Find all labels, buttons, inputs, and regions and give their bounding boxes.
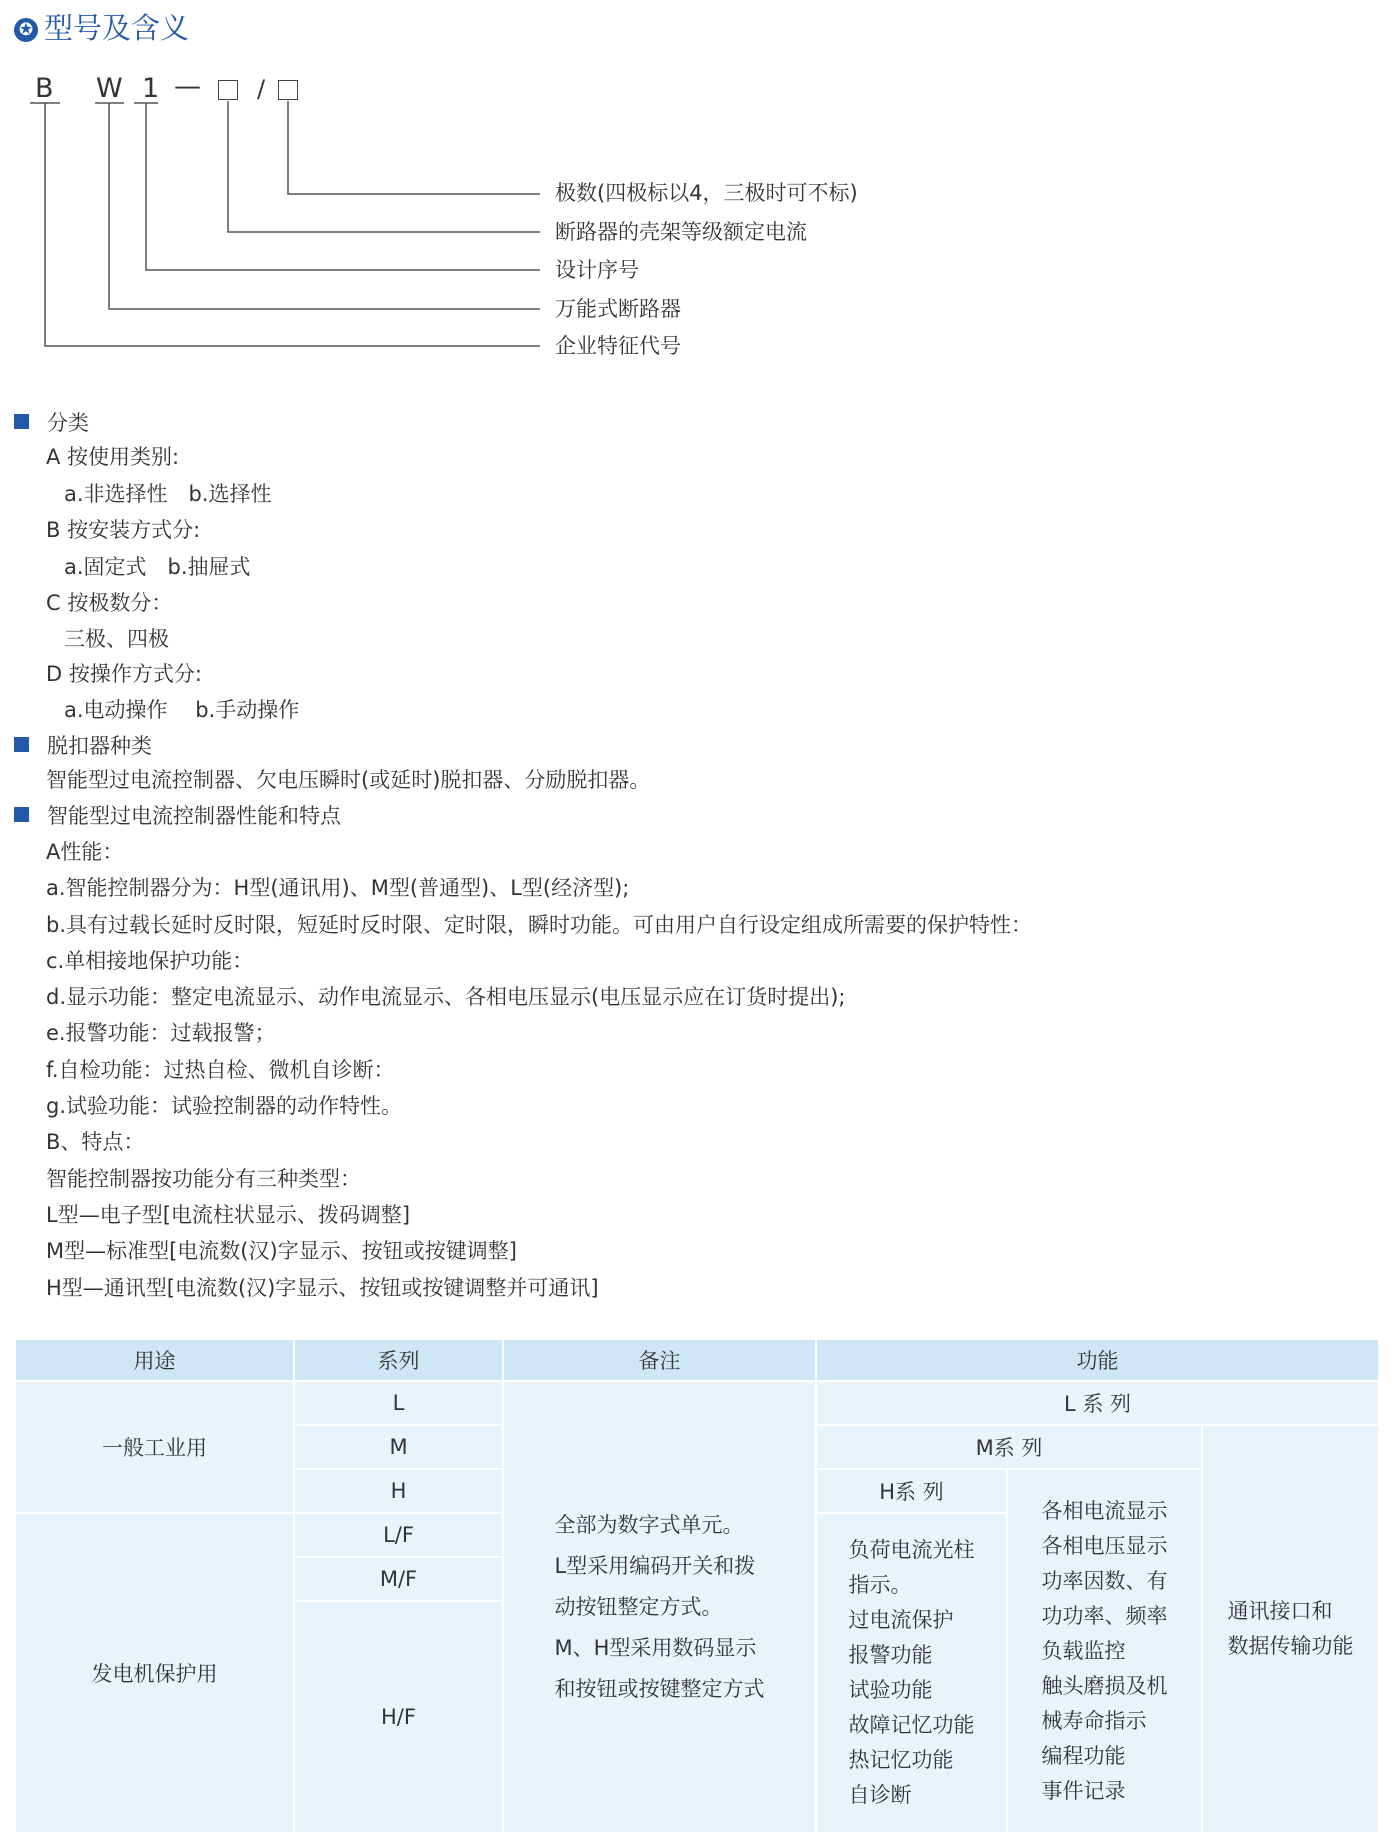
function-protection-line: 过电流保护 [848, 1608, 954, 1632]
function-comm-line: 数据传输功能 [1227, 1634, 1354, 1658]
controller-line: e.报警功能：过载报警； [46, 1021, 276, 1046]
function-display-line: 编程功能 [1041, 1743, 1126, 1768]
table-header-row [15, 1339, 1379, 1381]
function-protection-cell [816, 1513, 1007, 1833]
class-b-heading: B 按安装方式分: [46, 518, 201, 542]
table-row [15, 1381, 1379, 1425]
class-d-detail: a.电动操作 b.手动操作 [64, 698, 300, 722]
class-d-heading: D 按操作方式分: [46, 662, 202, 686]
function-protection-line: 试验功能 [848, 1678, 933, 1702]
model-section-title: ✪ 型号及含义 [14, 8, 189, 48]
function-protection-line: 负荷电流光柱 [848, 1538, 975, 1562]
header-remark: 备注 [503, 1339, 816, 1381]
release-heading: 脱扣器种类 [14, 731, 152, 761]
class-b-detail: a.固定式 b.抽屉式 [64, 555, 251, 579]
remark-line: M、H型采用数码显示 [554, 1635, 757, 1660]
leader-lines [0, 0, 560, 360]
series-h: H [294, 1469, 503, 1513]
function-display-line: 事件记录 [1041, 1778, 1126, 1803]
code-slash: / [257, 75, 266, 103]
header-usage: 用途 [15, 1339, 294, 1381]
series-m: M [294, 1425, 503, 1469]
function-protection-line: 指示。 [848, 1573, 912, 1597]
controller-line: c.单相接地保护功能： [46, 948, 254, 973]
code-letter-b: B [35, 73, 54, 104]
usage-generator: 发电机保护用 [15, 1513, 294, 1833]
controller-heading: 智能型过电流控制器性能和特点 [14, 801, 341, 831]
function-display-line: 触头磨损及机 [1041, 1673, 1168, 1698]
series-l: L [294, 1381, 503, 1425]
controller-lines [46, 834, 1032, 1306]
controller-line: B、特点： [46, 1130, 145, 1155]
function-display-line: 械寿命指示 [1041, 1708, 1147, 1733]
label-breaker-type: 万能式断路器 [555, 297, 681, 321]
controller-line: M型—标准型[电流数(汉)字显示、按钮或按键调整] [46, 1239, 517, 1264]
bullet-square-icon [14, 737, 29, 752]
code-digit-1: 1 [142, 73, 160, 104]
bullet-square-icon [14, 414, 29, 429]
controller-line: f.自检功能：过热自检、微机自诊断： [46, 1057, 395, 1082]
function-protection-line: 报警功能 [848, 1643, 933, 1667]
remark-line: 全部为数字式单元。 [554, 1512, 744, 1537]
star-icon: ✪ [14, 18, 38, 42]
function-display-line: 负载监控 [1041, 1638, 1126, 1663]
label-frame-current: 断路器的壳架等级额定电流 [555, 220, 807, 244]
controller-line: H型—通讯型[电流数(汉)字显示、按钮或按键调整并可通讯] [46, 1275, 599, 1300]
controller-line: A性能： [46, 840, 124, 864]
controller-line: 智能控制器按功能分有三种类型： [46, 1166, 361, 1191]
series-hf: H/F [294, 1601, 503, 1833]
function-m-series: M系 列 [816, 1425, 1202, 1469]
bullet-square-icon [14, 807, 29, 822]
label-design-number: 设计序号 [555, 258, 639, 282]
series-lf: L/F [294, 1513, 503, 1557]
class-c-detail: 三极、四极 [64, 627, 169, 651]
classification-heading: 分类 [14, 408, 89, 438]
function-display-line: 功率因数、有 [1041, 1568, 1168, 1593]
code-letter-w: W [96, 73, 123, 104]
controller-line: b.具有过载长延时反时限，短延时反时限、定时限，瞬时功能。可由用户自行设定组成所需要的保护特性： [46, 912, 1033, 937]
function-display-line: 各相电流显示 [1041, 1498, 1168, 1523]
controller-line: d.显示功能：整定电流显示、动作电流显示、各相电压显示(电压显示应在订货时提出); [46, 985, 846, 1010]
controller-line: g.试验功能：试验控制器的动作特性。 [46, 1094, 403, 1119]
release-text: 智能型过电流控制器、欠电压瞬时(或延时)脱扣器、分励脱扣器。 [46, 768, 651, 792]
function-protection-line: 故障记忆功能 [848, 1713, 975, 1737]
function-l-series: L 系 列 [816, 1381, 1379, 1425]
function-protection-line: 自诊断 [848, 1783, 912, 1807]
header-series: 系列 [294, 1339, 503, 1381]
remark-line: 动按钮整定方式。 [554, 1594, 723, 1619]
remark-line: 和按钮或按键整定方式 [554, 1676, 765, 1701]
spec-table [14, 1338, 1380, 1834]
header-function: 功能 [816, 1339, 1379, 1381]
remark-line: L型采用编码开关和拨 [554, 1553, 756, 1578]
code-dash: — [174, 71, 201, 102]
function-display-cell [1007, 1469, 1202, 1833]
function-comm-line: 通讯接口和 [1227, 1599, 1333, 1623]
function-h-series: H系 列 [816, 1469, 1007, 1513]
series-mf: M/F [294, 1557, 503, 1601]
function-comm-cell [1202, 1425, 1379, 1833]
label-company-code: 企业特征代号 [555, 334, 681, 358]
class-c-heading: C 按极数分： [46, 591, 173, 615]
class-a-heading: A 按使用类别: [46, 445, 180, 469]
controller-line: L型—电子型[电流柱状显示、拨码调整] [46, 1202, 411, 1227]
function-protection-line: 热记忆功能 [848, 1748, 954, 1772]
function-display-line: 各相电压显示 [1041, 1533, 1168, 1558]
label-poles: 极数(四极标以4，三极时可不标) [555, 181, 858, 205]
controller-line: a.智能控制器分为：H型(通讯用)、M型(普通型)、L型(经济型); [46, 876, 630, 901]
function-display-line: 功功率、频率 [1041, 1603, 1168, 1628]
class-a-detail: a.非选择性 b.选择性 [64, 482, 272, 506]
remark-cell [503, 1381, 816, 1833]
usage-general: 一般工业用 [15, 1381, 294, 1513]
